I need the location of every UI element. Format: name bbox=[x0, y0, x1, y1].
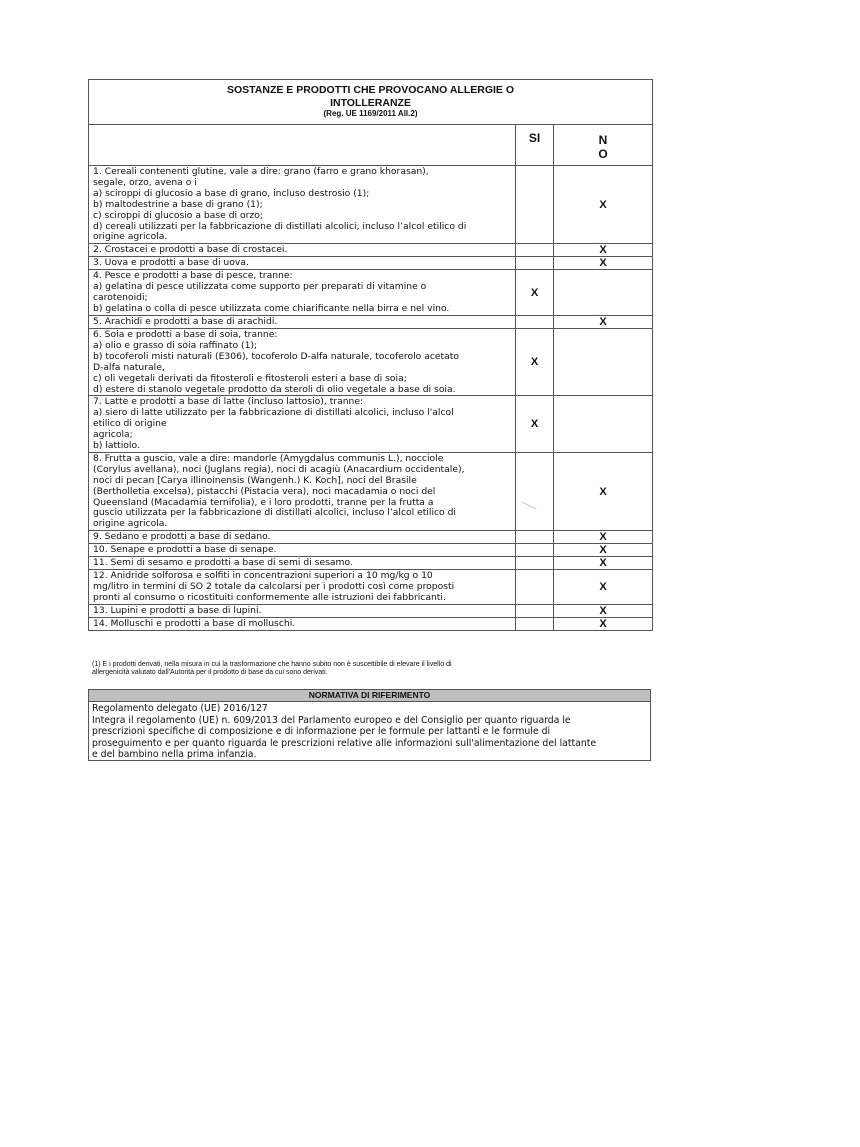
no-mark bbox=[554, 270, 653, 316]
si-mark bbox=[516, 315, 554, 328]
allergen-description: 4. Pesce e prodotti a base di pesce, tranne: a) gelatina di pesce utilizzata come supporto per preparati di vitamine o carotenoidi; b) gelatina o colla di pesce utilizzata come chiarificante nella birra e nel vino. bbox=[89, 270, 516, 316]
table-row bbox=[89, 531, 653, 544]
regulation-reference: (Reg. UE 1169/2011 All.2) bbox=[323, 109, 418, 118]
allergen-description: 2. Crostacei e prodotti a base di crostacei. bbox=[89, 244, 516, 257]
table-row bbox=[89, 257, 653, 270]
table-row bbox=[89, 270, 653, 316]
si-mark bbox=[516, 605, 554, 618]
column-header-no bbox=[554, 125, 653, 166]
allergen-description: 11. Semi di sesamo e prodotti a base di semi di sesamo. bbox=[89, 557, 516, 570]
table-title bbox=[89, 80, 653, 125]
allergen-description: 9. Sedano e prodotti a base di sedano. bbox=[89, 531, 516, 544]
column-header-no-line1: N bbox=[598, 133, 608, 147]
allergen-description: 8. Frutta a guscio, vale a dire: mandorle (Amygdalus communis L.), nocciole (Corylus avellana), noci (Juglans regia), noci di acagiù (Anacardium occidentale), noci di pecan [Carya illinoinensis (Wangenh.) K. Koch], noci del Brasile (Bertholletia excelsa), pistacchi (Pistacia vera), noci macadamia o noci del Queensland (Macadamia ternifolia), e i loro prodotti, tranne per la frutta a guscio utilizzata per la fabbricazione di distillati alcolici, incluso l’alcol etilico di origine agricola. bbox=[89, 452, 516, 530]
column-header-si: SI bbox=[516, 125, 554, 166]
table-row bbox=[89, 166, 653, 244]
si-mark: X bbox=[516, 270, 554, 316]
table-row bbox=[89, 570, 653, 605]
no-mark: X bbox=[554, 618, 653, 631]
normativa-body bbox=[89, 702, 650, 762]
si-mark bbox=[516, 531, 554, 544]
no-mark: X bbox=[554, 605, 653, 618]
si-mark bbox=[516, 166, 554, 244]
title-line-2: INTOLLERANZE bbox=[330, 96, 411, 109]
allergen-description: 1. Cereali contenenti glutine, vale a dire: grano (farro e grano khorasan), segale, orzo, avena o i a) sciroppi di glucosio a base di grano, incluso destrosio (1); b) maltodestrine a base di grano (1); c) sciroppi di glucosio a base di orzo; d) cereali utilizzati per la fabbricazione di distillati alcolici, incluso l’alcol etilico di origine agricola. bbox=[89, 166, 516, 244]
normativa-regulation: Regolamento delegato (UE) 2016/127 bbox=[92, 703, 268, 714]
no-mark: X bbox=[554, 257, 653, 270]
table-row bbox=[89, 557, 653, 570]
si-mark: X bbox=[516, 328, 554, 395]
table-row bbox=[89, 452, 653, 530]
no-mark: X bbox=[554, 315, 653, 328]
allergen-description: 6. Soia e prodotti a base di soia, tranne: a) olio e grasso di soia raffinato (1); b) tocoferoli misti naturali (E306), tocoferolo D-alfa naturale, tocoferolo acetato D-alfa naturale, c) oli vegetali derivati da fitosteroli e fitosteroli esteri a base di soia; d) estere di stanolo vegetale prodotto da steroli di olio vegetale a base di soia. bbox=[89, 328, 516, 395]
si-mark bbox=[516, 544, 554, 557]
allergen-description: 14. Molluschi e prodotti a base di molluschi. bbox=[89, 618, 516, 631]
allergen-table bbox=[88, 79, 653, 631]
no-mark bbox=[554, 396, 653, 453]
si-mark bbox=[516, 452, 554, 530]
table-row bbox=[89, 544, 653, 557]
no-mark bbox=[554, 328, 653, 395]
footnote: (1) E i prodotti derivati, nella misura in cui la trasformazione che hanno subito non è suscettibile di elevare il livello di allergenicità valutato dall'Autorità per il prodotto di base da cui sono derivati. bbox=[92, 661, 452, 677]
title-row bbox=[89, 80, 653, 125]
allergen-description: 10. Senape e prodotti a base di senape. bbox=[89, 544, 516, 557]
no-mark: X bbox=[554, 244, 653, 257]
no-mark: X bbox=[554, 531, 653, 544]
si-mark: X bbox=[516, 396, 554, 453]
normativa-box bbox=[88, 689, 651, 761]
si-mark bbox=[516, 257, 554, 270]
table-row bbox=[89, 244, 653, 257]
column-header-row bbox=[89, 125, 653, 166]
allergen-description: 7. Latte e prodotti a base di latte (incluso lattosio), tranne: a) siero di latte utilizzato per la fabbricazione di distillati alcolici, incluso l'alcol etilico di origine agricola; b) lattiolo. bbox=[89, 396, 516, 453]
no-mark: X bbox=[554, 570, 653, 605]
no-mark: X bbox=[554, 544, 653, 557]
title-line-1: SOSTANZE E PRODOTTI CHE PROVOCANO ALLERGIE O bbox=[226, 84, 515, 96]
no-mark: X bbox=[554, 452, 653, 530]
allergen-description: 13. Lupini e prodotti a base di lupini. bbox=[89, 605, 516, 618]
column-header-no-line2: O bbox=[598, 147, 608, 161]
allergen-description: 5. Arachidi e prodotti a base di arachidi. bbox=[89, 315, 516, 328]
normativa-text: Integra il regolamento (UE) n. 609/2013 del Parlamento europeo e del Consiglio per quanto riguarda le prescrizioni specifiche di composizione e di informazione per le formule per lattanti e le formule di proseguimento e per quanto riguarda le prescrizioni relative alle informazioni sull'alimentazione del lattante e del bambino nella prima infanzia. bbox=[92, 714, 597, 761]
no-mark: X bbox=[554, 166, 653, 244]
table-row bbox=[89, 315, 653, 328]
si-mark bbox=[516, 570, 554, 605]
normativa-header: NORMATIVA DI RIFERIMENTO bbox=[89, 690, 650, 702]
table-row bbox=[89, 618, 653, 631]
table-row bbox=[89, 605, 653, 618]
allergen-description: 3. Uova e prodotti a base di uova. bbox=[89, 257, 516, 270]
allergen-description: 12. Anidride solforosa e solfiti in concentrazioni superiori a 10 mg/kg o 10 mg/litro in termini di SO 2 totale da calcolarsi per i prodotti così come proposti pronti al consumo o ricostituiti conformemente alle istruzioni dei fabbricanti. bbox=[89, 570, 516, 605]
table-row bbox=[89, 328, 653, 395]
header-blank-cell bbox=[89, 125, 516, 166]
si-mark bbox=[516, 557, 554, 570]
si-mark bbox=[516, 618, 554, 631]
no-mark: X bbox=[554, 557, 653, 570]
si-mark bbox=[516, 244, 554, 257]
table-row bbox=[89, 396, 653, 453]
